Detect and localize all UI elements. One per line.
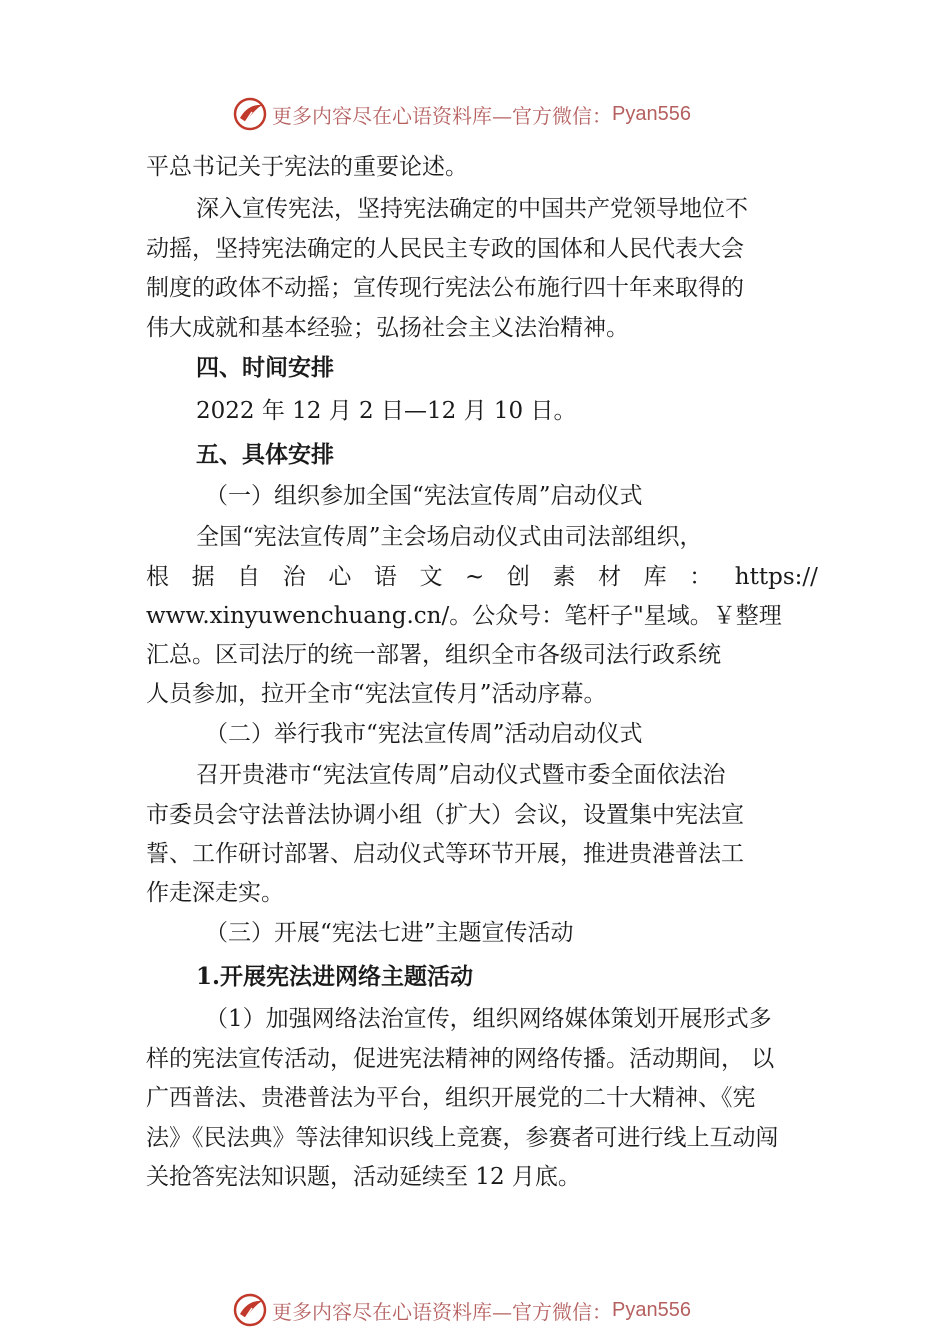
word: 素 [552, 564, 576, 590]
text-line-justified [146, 562, 818, 592]
word: ~ [465, 564, 485, 590]
text-line: 动摇，坚持宪法确定的人民民主专政的国体和人民代表大会 [146, 236, 744, 262]
word: 库 [643, 564, 667, 590]
word: 材 [598, 564, 622, 590]
item-heading: 1.开展宪法进网络主题活动 [196, 963, 474, 990]
pen-logo-icon [232, 96, 268, 132]
text-line: 作走深走实。 [146, 880, 284, 906]
word: 自 [237, 564, 261, 590]
text-line: （1）加强网络法治宣传，组织网络媒体策划开展形式多 [205, 1006, 772, 1032]
word: 据 [191, 564, 215, 590]
text-line: 伟大成就和基本经验；弘扬社会主义法治精神。 [146, 315, 629, 341]
watermark-text: 更多内容尽在心语资料库—官方微信： [272, 1299, 612, 1324]
text-line: 平总书记关于宪法的重要论述。 [146, 154, 468, 180]
text-line: 人员参加，拉开全市“宪法宣传月”活动序幕。 [146, 681, 607, 707]
footer-watermark [232, 1292, 691, 1328]
text-line: 制度的政体不动摇；宣传现行宪法公布施行四十年来取得的 [146, 275, 744, 301]
text-line: 召开贵港市“宪法宣传周”启动仪式暨市委全面依法治 [196, 762, 726, 788]
text-line: 汇总。区司法厅的统一部署，组织全市各级司法行政系统 [146, 642, 721, 668]
subsection-heading: （一）组织参加全国“宪法宣传周”启动仪式 [205, 483, 643, 509]
word: 文 [419, 564, 443, 590]
text-line: 2022 年 12 月 2 日—12 月 10 日。 [196, 398, 577, 424]
pen-logo-icon [232, 1292, 268, 1328]
watermark-wechat-id: Pyan556 [612, 102, 691, 125]
section-heading: 五、具体安排 [196, 441, 334, 468]
section-heading: 四、时间安排 [196, 354, 334, 381]
watermark-text: 更多内容尽在心语资料库—官方微信： [272, 103, 612, 128]
header-watermark [232, 96, 691, 132]
subsection-heading: （三）开展“宪法七进”主题宣传活动 [205, 920, 574, 946]
word: 创 [506, 564, 530, 590]
word: 治 [282, 564, 306, 590]
word: 语 [373, 564, 397, 590]
text-line: 市委员会守法普法协调小组（扩大）会议，设置集中宪法宣 [146, 802, 744, 828]
word: 心 [328, 564, 352, 590]
watermark-wechat-id: Pyan556 [612, 1298, 691, 1321]
text-line: 广西普法、贵港普法为平台，组织开展党的二十大精神、《宪 [146, 1085, 756, 1111]
subsection-heading: （二）举行我市“宪法宣传周”活动启动仪式 [205, 721, 643, 747]
text-line: 深入宣传宪法，坚持宪法确定的中国共产党领导地位不 [196, 196, 748, 222]
word: 根 [146, 564, 169, 590]
text-line: www.xinyuwenchuang.cn/。公众号：笔杆子"星域。￥整理 [146, 603, 782, 629]
text-line: 法》《民法典》等法律知识线上竞赛，参赛者可进行线上互动闯 [146, 1125, 779, 1151]
text-line: 样的宪法宣传活动，促进宪法精神的网络传播。活动期间， 以 [146, 1046, 775, 1072]
text-line: 关抢答宪法知识题，活动延续至 12 月底。 [146, 1164, 581, 1190]
text-line: 誓、工作研讨部署、启动仪式等环节开展，推进贵港普法工 [146, 841, 744, 867]
word: ： [689, 564, 713, 590]
word: https:// [734, 564, 818, 590]
text-line: 全国“宪法宣传周”主会场启动仪式由司法部组织， [196, 524, 703, 550]
